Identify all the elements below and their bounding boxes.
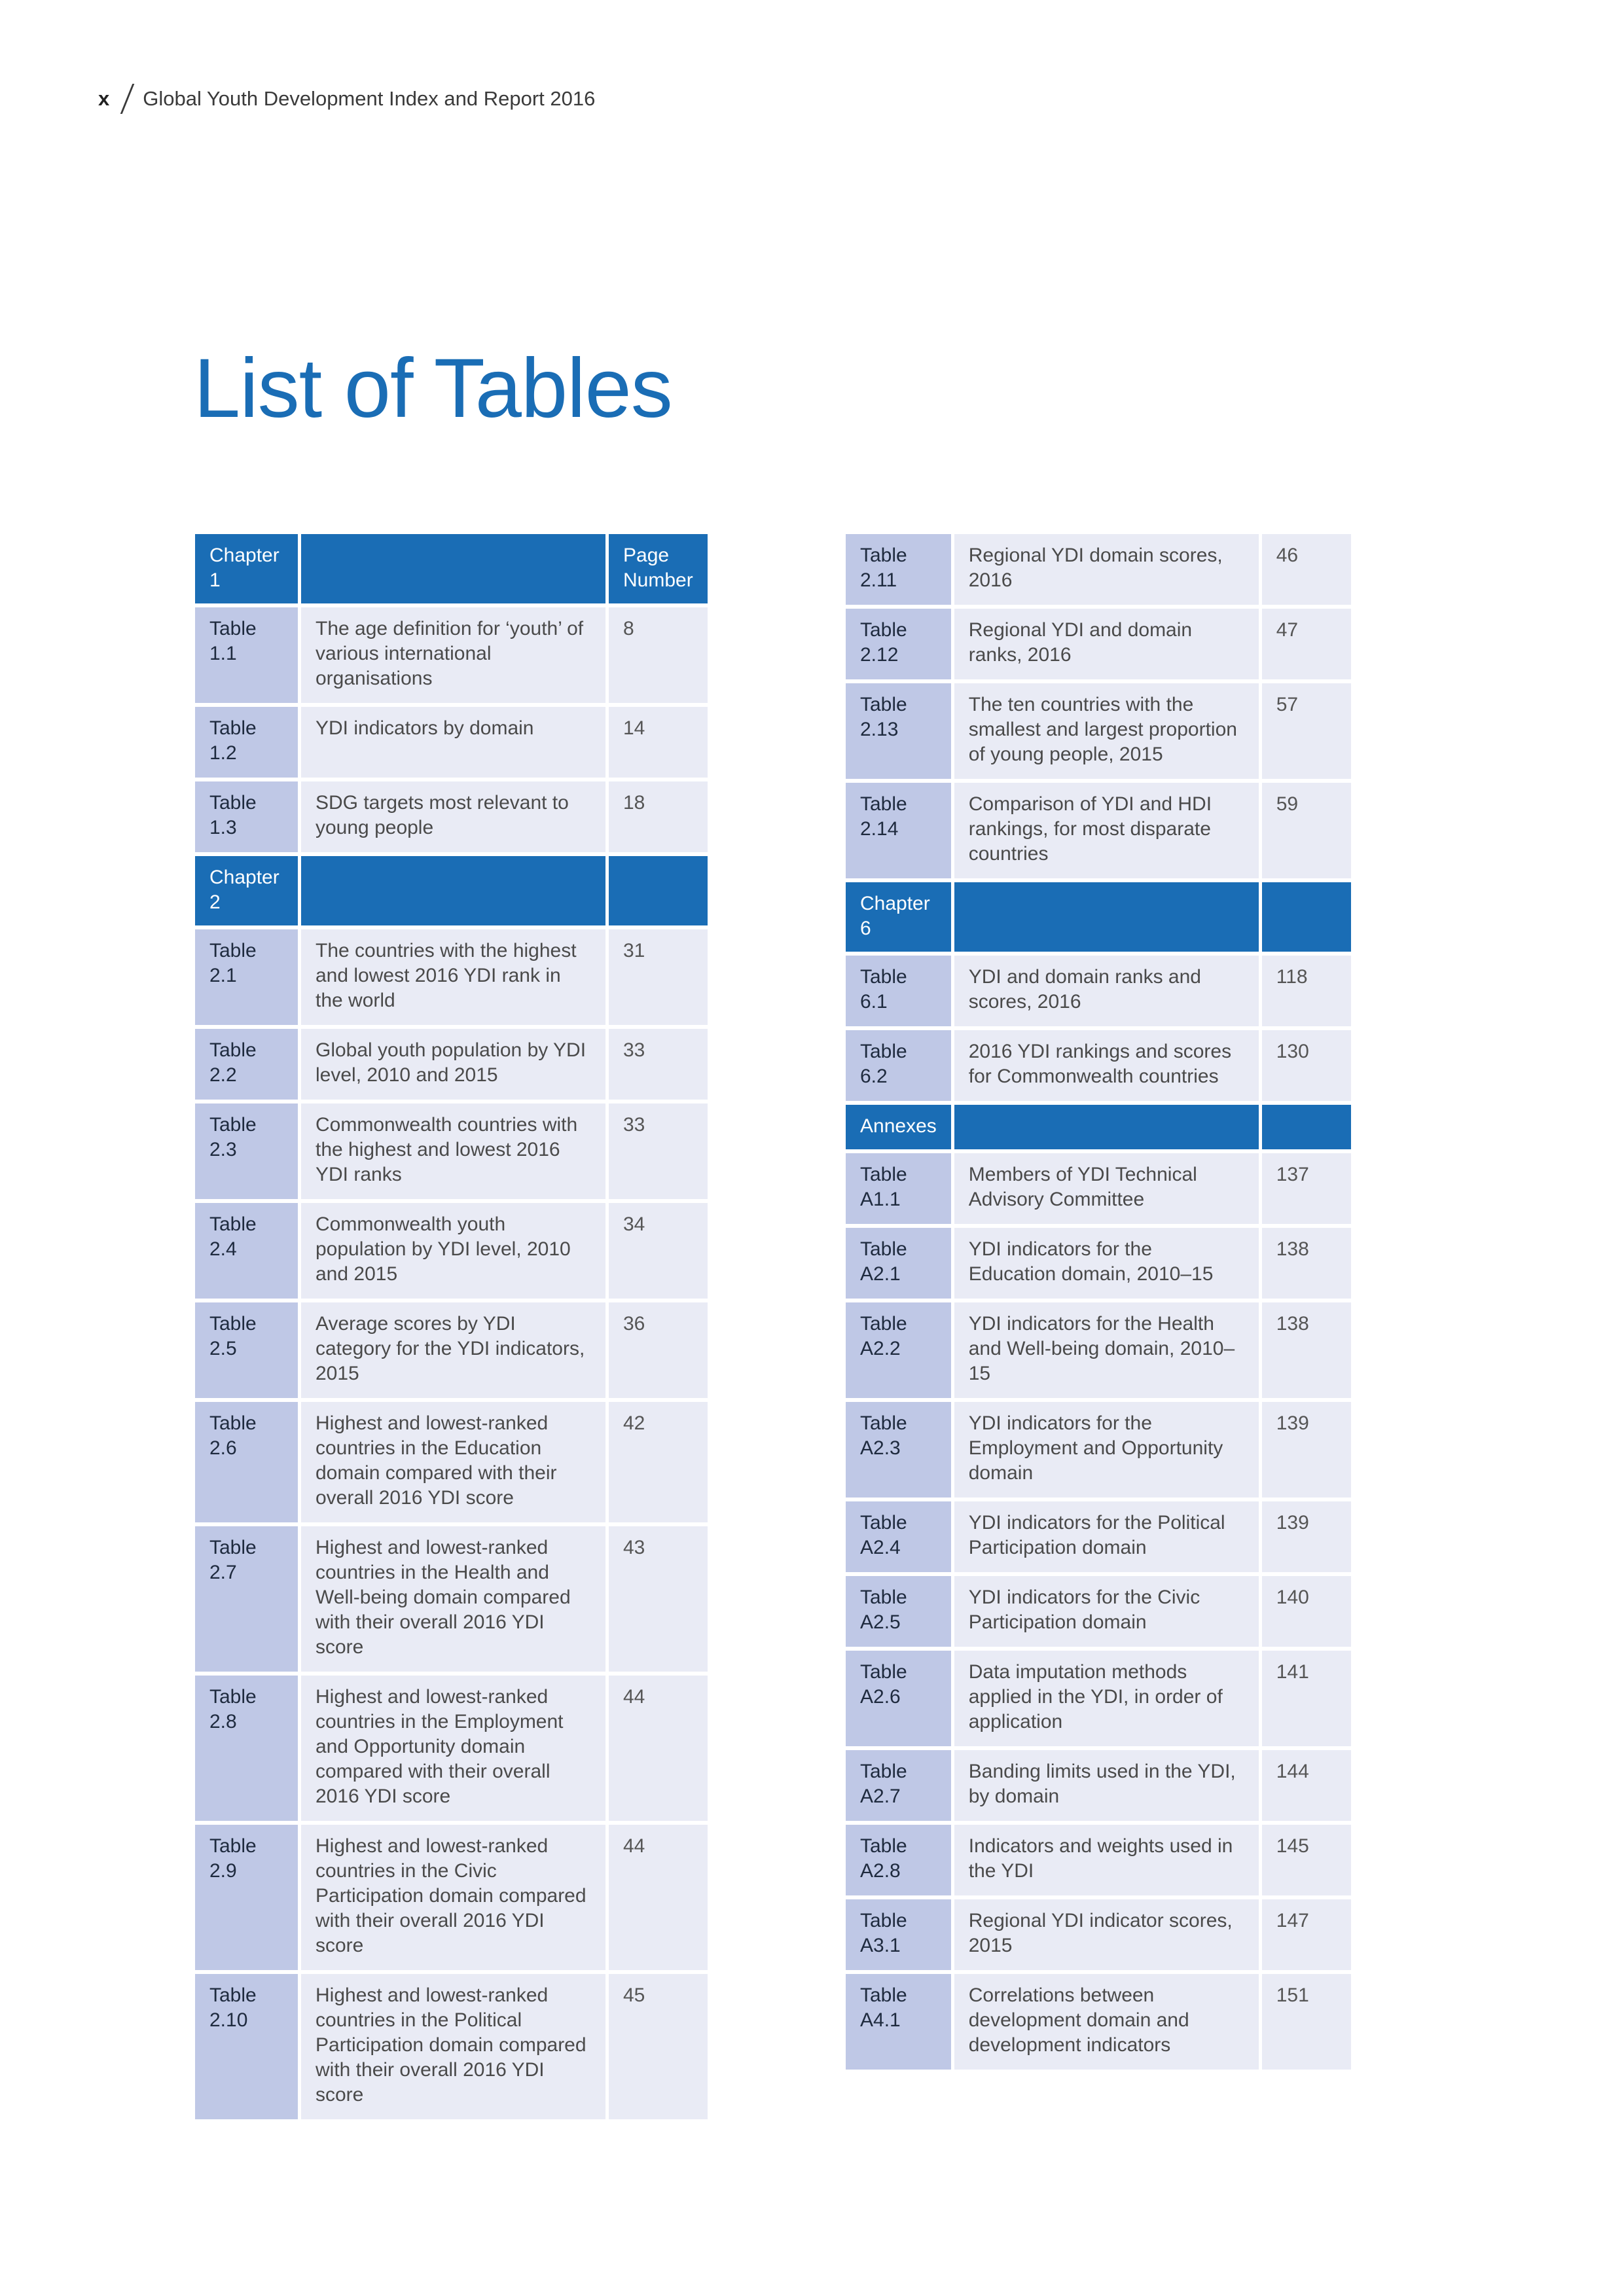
table-entry-row[interactable] bbox=[195, 707, 708, 778]
page-number-cell: 45 bbox=[609, 1974, 708, 2119]
page-title: List of Tables bbox=[194, 342, 672, 435]
table-number: Table 6.2 bbox=[846, 1030, 954, 1101]
table-title: Global youth population by YDI level, 2010 and 2015 bbox=[301, 1029, 609, 1100]
table-number: Table A1.1 bbox=[846, 1153, 954, 1224]
table-title: Highest and lowest-ranked countries in the Education domain compared with their overall 2016 YDI score bbox=[301, 1402, 609, 1522]
table-entry-row[interactable] bbox=[195, 1103, 708, 1199]
table-number: Table 2.6 bbox=[195, 1402, 301, 1522]
table-title: 2016 YDI rankings and scores for Commonwealth countries bbox=[954, 1030, 1262, 1101]
table-entry-row[interactable] bbox=[846, 1899, 1351, 1970]
page-number-cell: 14 bbox=[609, 707, 708, 778]
chapter-page-header bbox=[609, 856, 708, 925]
table-title: Average scores by YDI category for the YDI indicators, 2015 bbox=[301, 1302, 609, 1398]
table-number: Table 1.3 bbox=[195, 781, 301, 852]
table-entry-row[interactable] bbox=[846, 783, 1351, 878]
table-number: Table 2.10 bbox=[195, 1974, 301, 2119]
page-number-cell: 42 bbox=[609, 1402, 708, 1522]
table-list-left-body bbox=[195, 534, 708, 2119]
table-list-right bbox=[846, 530, 1351, 2073]
table-title: Comparison of YDI and HDI rankings, for most disparate countries bbox=[954, 783, 1262, 878]
table-number: Table 2.11 bbox=[846, 534, 954, 605]
table-number: Table 1.1 bbox=[195, 607, 301, 703]
table-number: Table A2.2 bbox=[846, 1302, 954, 1398]
table-entry-row[interactable] bbox=[195, 929, 708, 1025]
table-entry-row[interactable] bbox=[195, 1676, 708, 1821]
table-entry-row[interactable] bbox=[846, 1402, 1351, 1498]
table-number: Table A3.1 bbox=[846, 1899, 954, 1970]
table-title: SDG targets most relevant to young people bbox=[301, 781, 609, 852]
table-number: Table A2.6 bbox=[846, 1651, 954, 1746]
table-number: Table 2.9 bbox=[195, 1825, 301, 1970]
table-number: Table A2.1 bbox=[846, 1228, 954, 1299]
table-title: The countries with the highest and lowest 2016 YDI rank in the world bbox=[301, 929, 609, 1025]
table-number: Table 2.8 bbox=[195, 1676, 301, 1821]
page-number-cell: 139 bbox=[1262, 1501, 1351, 1572]
table-number: Table 2.14 bbox=[846, 783, 954, 878]
page-number-cell: 44 bbox=[609, 1676, 708, 1821]
table-entry-row[interactable] bbox=[846, 1974, 1351, 2070]
page-number-cell: 147 bbox=[1262, 1899, 1351, 1970]
table-entry-row[interactable] bbox=[195, 1526, 708, 1672]
page-number-cell: 44 bbox=[609, 1825, 708, 1970]
chapter-label: Chapter 2 bbox=[195, 856, 301, 925]
page-number-cell: 18 bbox=[609, 781, 708, 852]
table-title: Regional YDI indicator scores, 2015 bbox=[954, 1899, 1262, 1970]
table-title: YDI indicators by domain bbox=[301, 707, 609, 778]
chapter-header-row bbox=[195, 856, 708, 925]
table-entry-row[interactable] bbox=[846, 1825, 1351, 1895]
table-title: Members of YDI Technical Advisory Committee bbox=[954, 1153, 1262, 1224]
table-entry-row[interactable] bbox=[846, 1302, 1351, 1398]
table-entry-row[interactable] bbox=[195, 607, 708, 703]
table-number: Table A2.8 bbox=[846, 1825, 954, 1895]
page-number-cell: 8 bbox=[609, 607, 708, 703]
page-number-cell: 57 bbox=[1262, 683, 1351, 779]
table-title: Indicators and weights used in the YDI bbox=[954, 1825, 1262, 1895]
table-entry-row[interactable] bbox=[846, 1750, 1351, 1821]
page-number-cell: 130 bbox=[1262, 1030, 1351, 1101]
table-entry-row[interactable] bbox=[846, 1153, 1351, 1224]
chapter-spacer bbox=[301, 856, 609, 925]
table-entry-row[interactable] bbox=[846, 1576, 1351, 1647]
page-number-cell: 118 bbox=[1262, 956, 1351, 1026]
page-number-cell: 140 bbox=[1262, 1576, 1351, 1647]
table-number: Table 2.7 bbox=[195, 1526, 301, 1672]
page-number-cell: 36 bbox=[609, 1302, 708, 1398]
table-entry-row[interactable] bbox=[195, 1302, 708, 1398]
table-title: Commonwealth youth population by YDI level, 2010 and 2015 bbox=[301, 1203, 609, 1299]
table-number: Table 1.2 bbox=[195, 707, 301, 778]
chapter-page-header: Page Number bbox=[609, 534, 708, 603]
page-number-cell: 137 bbox=[1262, 1153, 1351, 1224]
page-number-cell: 138 bbox=[1262, 1302, 1351, 1398]
table-title: Banding limits used in the YDI, by domain bbox=[954, 1750, 1262, 1821]
table-entry-row[interactable] bbox=[195, 1203, 708, 1299]
table-title: Highest and lowest-ranked countries in the Employment and Opportunity domain compared with their overall 2016 YDI score bbox=[301, 1676, 609, 1821]
table-list-right-body bbox=[846, 534, 1351, 2070]
table-entry-row[interactable] bbox=[846, 956, 1351, 1026]
chapter-label: Chapter 6 bbox=[846, 882, 954, 952]
page-number-cell: 34 bbox=[609, 1203, 708, 1299]
table-title: YDI and domain ranks and scores, 2016 bbox=[954, 956, 1262, 1026]
table-entry-row[interactable] bbox=[846, 534, 1351, 605]
chapter-label: Chapter 1 bbox=[195, 534, 301, 603]
table-number: Table 2.4 bbox=[195, 1203, 301, 1299]
table-number: Table 2.2 bbox=[195, 1029, 301, 1100]
table-title: Correlations between development domain and development indicators bbox=[954, 1974, 1262, 2070]
table-number: Table 6.1 bbox=[846, 956, 954, 1026]
table-title: YDI indicators for the Political Participation domain bbox=[954, 1501, 1262, 1572]
table-title: YDI indicators for the Civic Participation domain bbox=[954, 1576, 1262, 1647]
page-number-cell: 33 bbox=[609, 1103, 708, 1199]
table-entry-row[interactable] bbox=[846, 1651, 1351, 1746]
table-entry-row[interactable] bbox=[195, 781, 708, 852]
table-title: Regional YDI domain scores, 2016 bbox=[954, 534, 1262, 605]
table-title: Highest and lowest-ranked countries in the Political Participation domain compared with their overall 2016 YDI score bbox=[301, 1974, 609, 2119]
table-entry-row[interactable] bbox=[846, 1228, 1351, 1299]
table-number: Table 2.3 bbox=[195, 1103, 301, 1199]
table-entry-row[interactable] bbox=[195, 1825, 708, 1970]
table-entry-row[interactable] bbox=[846, 609, 1351, 679]
page-number-cell: 47 bbox=[1262, 609, 1351, 679]
chapter-header-row bbox=[195, 534, 708, 603]
table-title: YDI indicators for the Health and Well-being domain, 2010–15 bbox=[954, 1302, 1262, 1398]
table-number: Table A2.5 bbox=[846, 1576, 954, 1647]
page-number-cell: 139 bbox=[1262, 1402, 1351, 1498]
chapter-page-header bbox=[1262, 1105, 1351, 1149]
table-entry-row[interactable] bbox=[846, 1030, 1351, 1101]
page-number: x bbox=[98, 87, 110, 110]
page-number-cell: 46 bbox=[1262, 534, 1351, 605]
separator-slash bbox=[120, 84, 135, 114]
table-title: Highest and lowest-ranked countries in the Civic Participation domain compared with their overall 2016 YDI score bbox=[301, 1825, 609, 1970]
table-title: Highest and lowest-ranked countries in the Health and Well-being domain compared with their overall 2016 YDI score bbox=[301, 1526, 609, 1672]
table-number: Table 2.1 bbox=[195, 929, 301, 1025]
table-title: The ten countries with the smallest and largest proportion of young people, 2015 bbox=[954, 683, 1262, 779]
page-number-cell: 33 bbox=[609, 1029, 708, 1100]
page-number-cell: 145 bbox=[1262, 1825, 1351, 1895]
table-number: Table A2.7 bbox=[846, 1750, 954, 1821]
chapter-spacer bbox=[301, 534, 609, 603]
table-number: Table A2.3 bbox=[846, 1402, 954, 1498]
table-title: The age definition for ‘youth’ of various international organisations bbox=[301, 607, 609, 703]
table-entry-row[interactable] bbox=[195, 1402, 708, 1522]
table-title: Data imputation methods applied in the YDI, in order of application bbox=[954, 1651, 1262, 1746]
table-number: Table A2.4 bbox=[846, 1501, 954, 1572]
chapter-header-row bbox=[846, 1105, 1351, 1149]
table-title: YDI indicators for the Education domain, 2010–15 bbox=[954, 1228, 1262, 1299]
page-number-cell: 151 bbox=[1262, 1974, 1351, 2070]
table-number: Table 2.5 bbox=[195, 1302, 301, 1398]
page-number-cell: 141 bbox=[1262, 1651, 1351, 1746]
table-title: Commonwealth countries with the highest and lowest 2016 YDI ranks bbox=[301, 1103, 609, 1199]
table-title: YDI indicators for the Employment and Opportunity domain bbox=[954, 1402, 1262, 1498]
running-header bbox=[98, 82, 595, 115]
page-number-cell: 144 bbox=[1262, 1750, 1351, 1821]
table-number: Table 2.12 bbox=[846, 609, 954, 679]
chapter-header-row bbox=[846, 882, 1351, 952]
chapter-spacer bbox=[954, 882, 1262, 952]
table-entry-row[interactable] bbox=[846, 1501, 1351, 1572]
page-number-cell: 43 bbox=[609, 1526, 708, 1672]
table-entry-row[interactable] bbox=[195, 1029, 708, 1100]
running-title: Global Youth Development Index and Report 2016 bbox=[143, 87, 596, 110]
table-number: Table A4.1 bbox=[846, 1974, 954, 2070]
table-title: Regional YDI and domain ranks, 2016 bbox=[954, 609, 1262, 679]
chapter-page-header bbox=[1262, 882, 1351, 952]
chapter-label: Annexes bbox=[846, 1105, 954, 1149]
page-number-cell: 59 bbox=[1262, 783, 1351, 878]
table-number: Table 2.13 bbox=[846, 683, 954, 779]
table-entry-row[interactable] bbox=[846, 683, 1351, 779]
page-number-cell: 31 bbox=[609, 929, 708, 1025]
table-entry-row[interactable] bbox=[195, 1974, 708, 2119]
page-number-cell: 138 bbox=[1262, 1228, 1351, 1299]
table-list-left bbox=[195, 530, 708, 2123]
chapter-spacer bbox=[954, 1105, 1262, 1149]
